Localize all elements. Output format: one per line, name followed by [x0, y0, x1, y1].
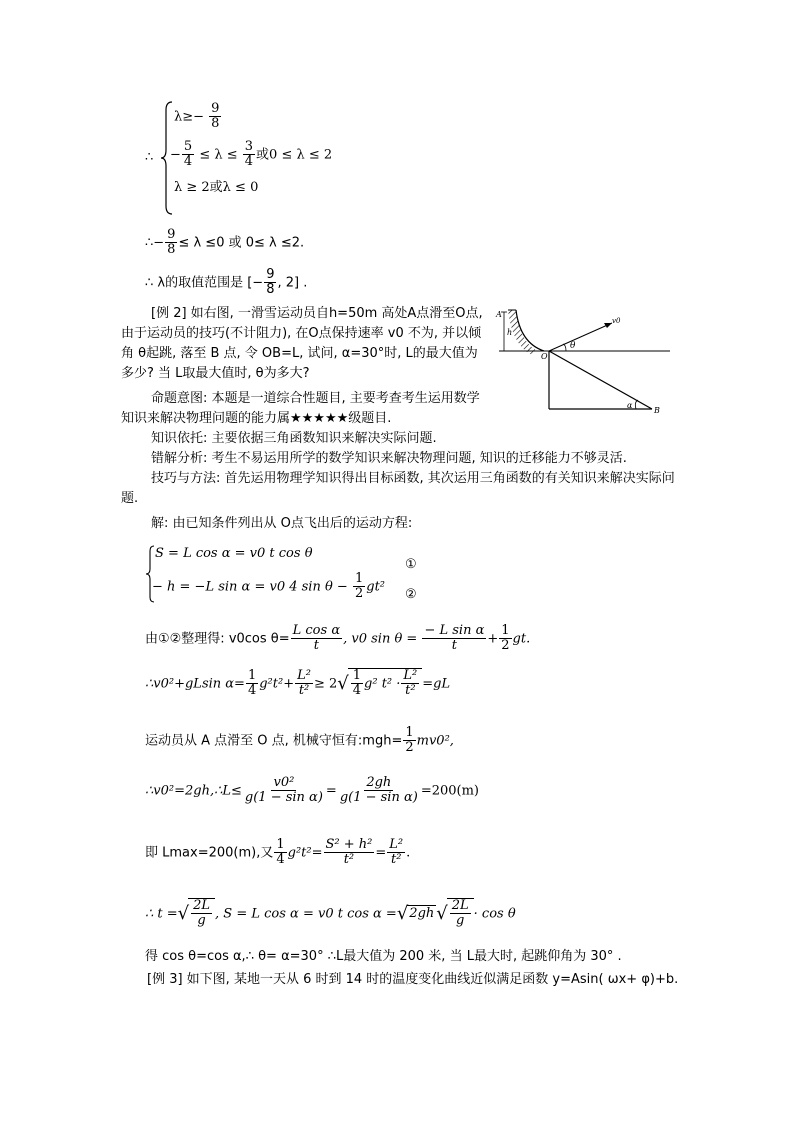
- equation-2: − h = −L sin α = v0 4 sin θ − $\frac{1}{2}$ gt²: [152, 571, 386, 602]
- step-6: ∴ t =√ $\frac{2L}{g}$ , S = L cos α = v0 t cos α =√2gh √ $\frac{2L}{g}$ · cos θ: [145, 898, 516, 929]
- therefore-symbol: ∴: [145, 150, 154, 165]
- step-2: ∴v0²+gLsin α= $\frac{1}{4}$ g²t²+ $\frac{\text{L²}}{\text{t²}}$ ≥ 2√ $\frac{1}{4}$ g² t² · $\frac{\text{L²}}{\text{t²}}$ =gL: [145, 668, 451, 699]
- example2-intro: [例 2] 如右图, 一滑雪运动员自h=50m 高处A点滑至O点, 由于运动员的技巧(不计阻力), 在O点保持速率 v0 不为, 并以倾角 θ起跳, 落至 B 点, 令 OB=L, 试问, α=30°时, L的最大值为多少? 当 L取最大值时, θ为多大?: [121, 306, 483, 381]
- label-h: h: [507, 328, 513, 337]
- example2-error: 错解分析: 考生不易运用所学的数学知识来解决物理问题, 知识的迁移能力不够灵活.: [151, 451, 627, 466]
- ski-jump-diagram: [494, 305, 674, 420]
- conclusion: 得 cos θ=cos α,∴ θ= α=30° ∴L最大值为 200 米, 当 L最大时, 起跳仰角为 30° .: [145, 949, 622, 964]
- result-range-1: ∴− $\frac{9}{8}$ ≤ λ ≤0 或 0≤ λ ≤2.: [145, 227, 305, 258]
- example2-intent: 命题意图: 本题是一道综合性题目, 主要考查考生运用数学知识来解决物理问题的能力属★★★★★级题目.: [121, 391, 480, 426]
- step-1: 由①②整理得: v0cos θ= $\frac{\text{L cos α}}{t}$ , v0 sin θ = $\frac{\text{− L sin α}}{t}$ + $\frac{1}{2}$ gt.: [145, 623, 531, 654]
- equation-mark-1: ①: [405, 557, 417, 572]
- label-alpha: α: [627, 401, 633, 410]
- example3-intro: [例 3] 如下图, 某地一天从 6 时到 14 时的温度变化曲线近似满足函数 y=Asin( ωx+ φ)+b.: [147, 972, 679, 987]
- example2-basis: 知识依托: 主要依据三角函数知识来解决实际问题.: [151, 431, 437, 446]
- ineq-line-3: λ ≥ 2或λ ≤ 0: [174, 180, 259, 195]
- label-O: O: [541, 352, 548, 361]
- example2-solution: 解: 由已知条件列出从 O点飞出后的运动方程:: [151, 516, 413, 531]
- label-theta: θ: [570, 341, 576, 351]
- label-B: B: [654, 406, 660, 415]
- equation-1: S = L cos α = v0 t cos θ: [155, 546, 313, 561]
- step-5: 即 Lmax=200(m),又 $\frac{1}{4}$ g²t²= $\frac{\text{S² + h²}}{\text{t²}}$ = $\frac{\text{L²}}{\text{t²}}$ .: [145, 837, 411, 868]
- step-4: ∴v0²=2gh,∴L≤ $\frac{\text{v0²}}{\text{g(1 − sin α)}}$ = $\frac{2gh}{\text{g(1 − sin α)}}$ =200(m): [145, 775, 480, 806]
- label-v0: v0: [612, 317, 621, 325]
- ineq-line-2: − $\frac{5}{4}$ ≤ λ ≤ $\frac{3}{4}$ 或0 ≤ λ ≤ 2: [170, 139, 333, 170]
- label-A: A: [496, 310, 502, 319]
- equation-mark-2: ②: [405, 587, 417, 602]
- step-3: 运动员从 A 点滑至 O 点, 机械守恒有:mgh= $\frac{1}{2}$ mv0²,: [145, 725, 454, 756]
- example2-method: 技巧与方法: 首先运用物理学知识得出目标函数, 其次运用三角函数的有关知识来解决实际问题.: [121, 471, 675, 506]
- ineq-line-1: λ≥− $\frac{9}{8}$: [174, 101, 220, 132]
- result-range-2: ∴ λ的取值范围是 [− $\frac{9}{8}$ , 2] .: [145, 267, 308, 298]
